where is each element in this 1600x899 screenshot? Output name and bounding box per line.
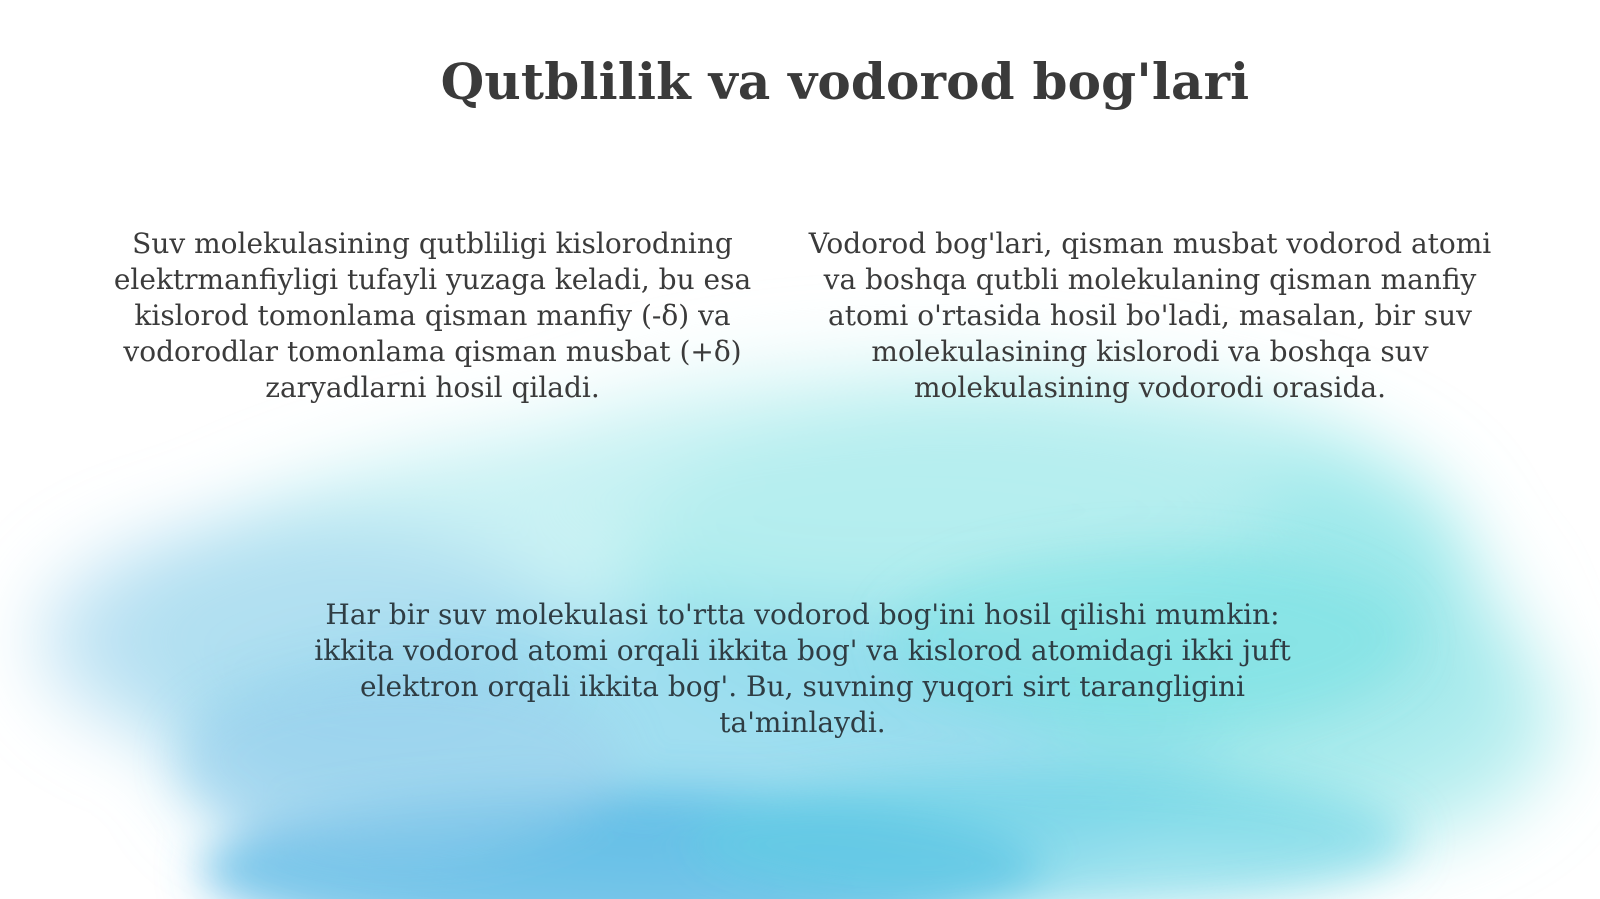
bottom-paragraph: Har bir suv molekulasi to'rtta vodorod bog'ini hosil qilishi mumkin: ikkita vodorod atomi orqali ikkita bog' va kislorod atomidagi ikki juft elektron orqali ikkita bog'. Bu, suvning yuqori sirt tarangligini ta'minlaydi.: [314, 598, 1291, 739]
left-paragraph: Suv molekulasining qutbliligi kislorodning elektrmanfiyligi tufayli yuzaga keladi, bu esa kislorod tomonlama qisman manfiy (-δ) va vodorodlar tomonlama qisman musbat (+δ) zaryadlarni hosil qiladi.: [113, 227, 752, 404]
slide-title: Qutblilik va vodorod bog'lari: [440, 52, 1250, 111]
right-paragraph: Vodorod bog'lari, qisman musbat vodorod atomi va boshqa qutbli molekulaning qisman manfiy atomi o'rtasida hosil bo'ladi, masalan, bir suv molekulasining kislorodi va boshqa suv molekulasining vodorodi orasida.: [808, 227, 1492, 404]
